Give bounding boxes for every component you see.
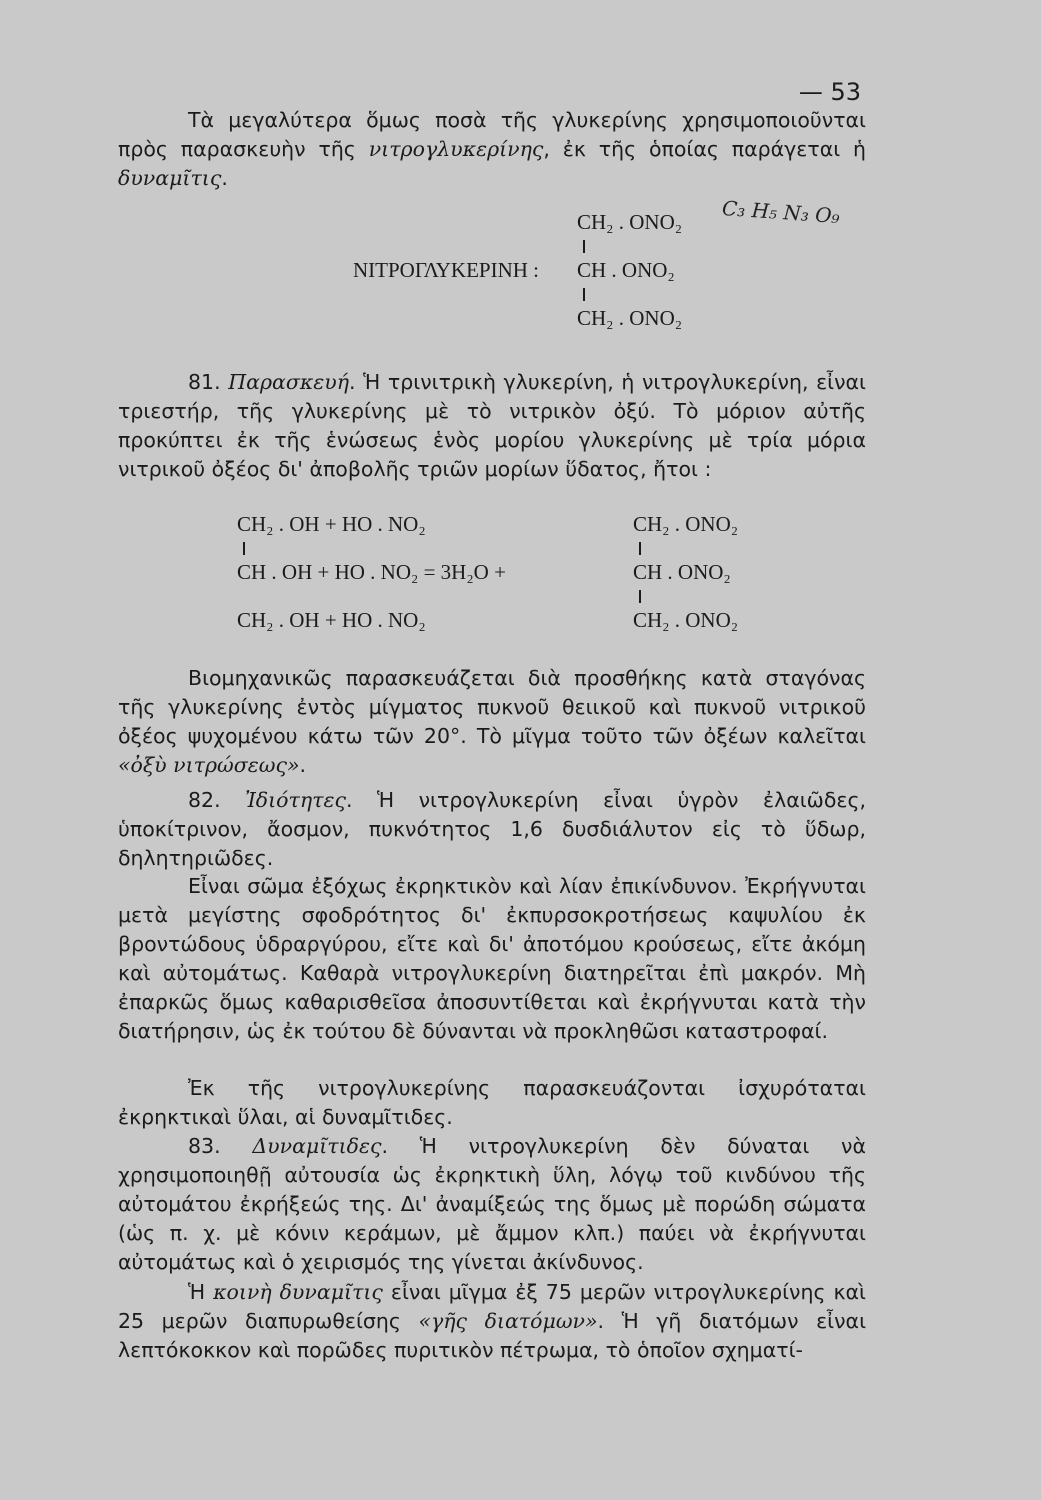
section-title-preparation: Παρασκευή	[228, 370, 350, 394]
page-number: — 53	[798, 78, 861, 106]
equation-left-row1: CH₂ . OH + HO . NO₂	[237, 512, 426, 536]
equation-left-row2: CH . OH + HO . NO₂ = 3H₂O +	[237, 560, 506, 584]
formula1-row3: CH₂ . ONO₂	[577, 306, 683, 330]
paragraph-common-dynamite: Ἡ κοινὴ δυναμῖτις εἶναι μῖγμα ἐξ 75 μερῶν νιτρογλυκερίνης καὶ 25 μερῶν διαπυρωθείσης «γῆς διατόμων». Ἡ γῆ διατόμων εἶναι λεπτόκοκκον καὶ πορῶδες πυριτικὸν πέτρωμα, τὸ ὁποῖον σχηματί-	[118, 1280, 866, 1362]
term-dynamite: δυναμῖτις	[118, 166, 222, 190]
paragraph-82: 82. Ἰδιότητες. Ἡ νιτρογλυκερίνη εἶναι ὑγρὸν ἐλαιῶδες, ὑποκίτρινον, ἄοσμον, πυκνότητος 1,6 δυσδιάλυτον εἰς τὸ ὕδωρ, δηλητηριῶδες.	[118, 788, 866, 870]
section-title-properties: Ἰδιότητες	[245, 788, 346, 812]
equation-right-row2: CH . ONO₂	[633, 560, 731, 584]
formula1-row2: CH . ONO₂	[577, 258, 675, 282]
formula-nitroglycerin-label: ΝΙΤΡΟΓΛΥΚΕΡΙΝΗ :	[353, 258, 540, 282]
term-common-dynamite: κοινὴ δυναμῖτις	[213, 1280, 383, 1304]
term-nitroglycerin: νιτρογλυκερίνης	[368, 137, 544, 161]
bond-line	[639, 542, 641, 555]
bond-line	[583, 288, 585, 301]
section-title-dynamites: Δυναμῖτιδες	[252, 1134, 382, 1158]
equation-right-row3: CH₂ . ONO₂	[633, 608, 739, 632]
bond-line	[639, 590, 641, 603]
paragraph-81: 81. Παρασκευή. Ἡ τρινιτρικὴ γλυκερίνη, ἡ νιτρογλυκερίνη, εἶναι τριεστήρ, τῆς γλυκερίνης μὲ τὸ νιτρικὸν ὀξύ. Τὸ μόριον αὐτῆς προκύπτει ἐκ τῆς ἑνώσεως ἑνὸς μορίου γλυκερίνης μὲ τρία μόρια νιτρικοῦ ὀξέος δι' ἀποβολῆς τριῶν μορίων ὕδατος, ἤτοι :	[118, 370, 866, 481]
paragraph-explosive: Εἶναι σῶμα ἐξόχως ἐκρηκτικὸν καὶ λίαν ἐπικίνδυνον. Ἐκρήγνυται μετὰ μεγίστης σφοδρότητος δι' ἐκπυρσοκροτήσεως καψυλίου ἐκ βροντώδους ὑδραργύρου, εἴτε καὶ δι' ἀποτόμου κρούσεως, εἴτε ἀκόμη καὶ αὐτομάτως. Καθαρὰ νιτρογλυκερίνη διατηρεῖται ἐπὶ μακρόν. Μὴ ἐπαρκῶς ὅμως καθαρισθεῖσα ἀποσυντίθεται καὶ ἐκρήγνυται κατὰ τὴν διατήρησιν, ὡς ἐκ τούτου δὲ δύνανται νὰ προκληθῶσι καταστροφαί.	[118, 874, 866, 1043]
equation-right-row1: CH₂ . ONO₂	[633, 512, 739, 536]
formula1-row1: CH₂ . ONO₂	[577, 210, 683, 234]
bond-line	[583, 240, 585, 253]
paragraph-83: 83. Δυναμῖτιδες. Ἡ νιτρογλυκερίνη δὲν δύναται νὰ χρησιμοποιηθῇ αὐτουσία ὡς ἐκρηκτικὴ ὕλη, λόγῳ τοῦ κινδύνου τῆς αὐτομάτου ἐκρήξεώς της. Δι' ἀναμίξεώς της ὅμως μὲ πορώδη σώματα (ὡς π. χ. μὲ κόνιν κεράμων, μὲ ἄμμον κλπ.) παύει νὰ ἐκρήγνυται αὐτομάτως καὶ ὁ χειρισμός της γίνεται ἀκίνδυνος.	[118, 1134, 866, 1274]
equation-left-row3: CH₂ . OH + HO . NO₂	[237, 608, 426, 632]
term-diatomaceous-earth: «γῆς διατόμων»	[418, 1309, 598, 1333]
handwritten-formula-note: C₃ H₅ N₃ O₉	[721, 195, 841, 229]
paragraph-dynamites-intro: Ἐκ τῆς νιτρογλυκερίνης παρασκευάζονται ἰσχυρόταται ἐκρηκτικαὶ ὕλαι, αἱ δυναμῖτιδες.	[118, 1076, 866, 1129]
term-nitrating-acid: «ὀξὺ νιτρώσεως»	[118, 753, 300, 777]
paragraph-industrial: Βιομηχανικῶς παρασκευάζεται διὰ προσθήκης κατὰ σταγόνας τῆς γλυκερίνης ἐντὸς μίγματος πυκνοῦ θειικοῦ καὶ πυκνοῦ νιτρικοῦ ὀξέος ψυχομένου κάτω τῶν 20°. Τὸ μῖγμα τοῦτο τῶν ὀξέων καλεῖται «ὀξὺ νιτρώσεως».	[118, 666, 866, 777]
bond-line	[243, 542, 245, 555]
intro-paragraph: Τὰ μεγαλύτερα ὅμως ποσὰ τῆς γλυκερίνης χρησιμοποιοῦνται πρὸς παρασκευὴν τῆς νιτρογλυκερίνης, ἐκ τῆς ὁποίας παράγεται ἡ δυναμῖτις.	[118, 108, 866, 190]
